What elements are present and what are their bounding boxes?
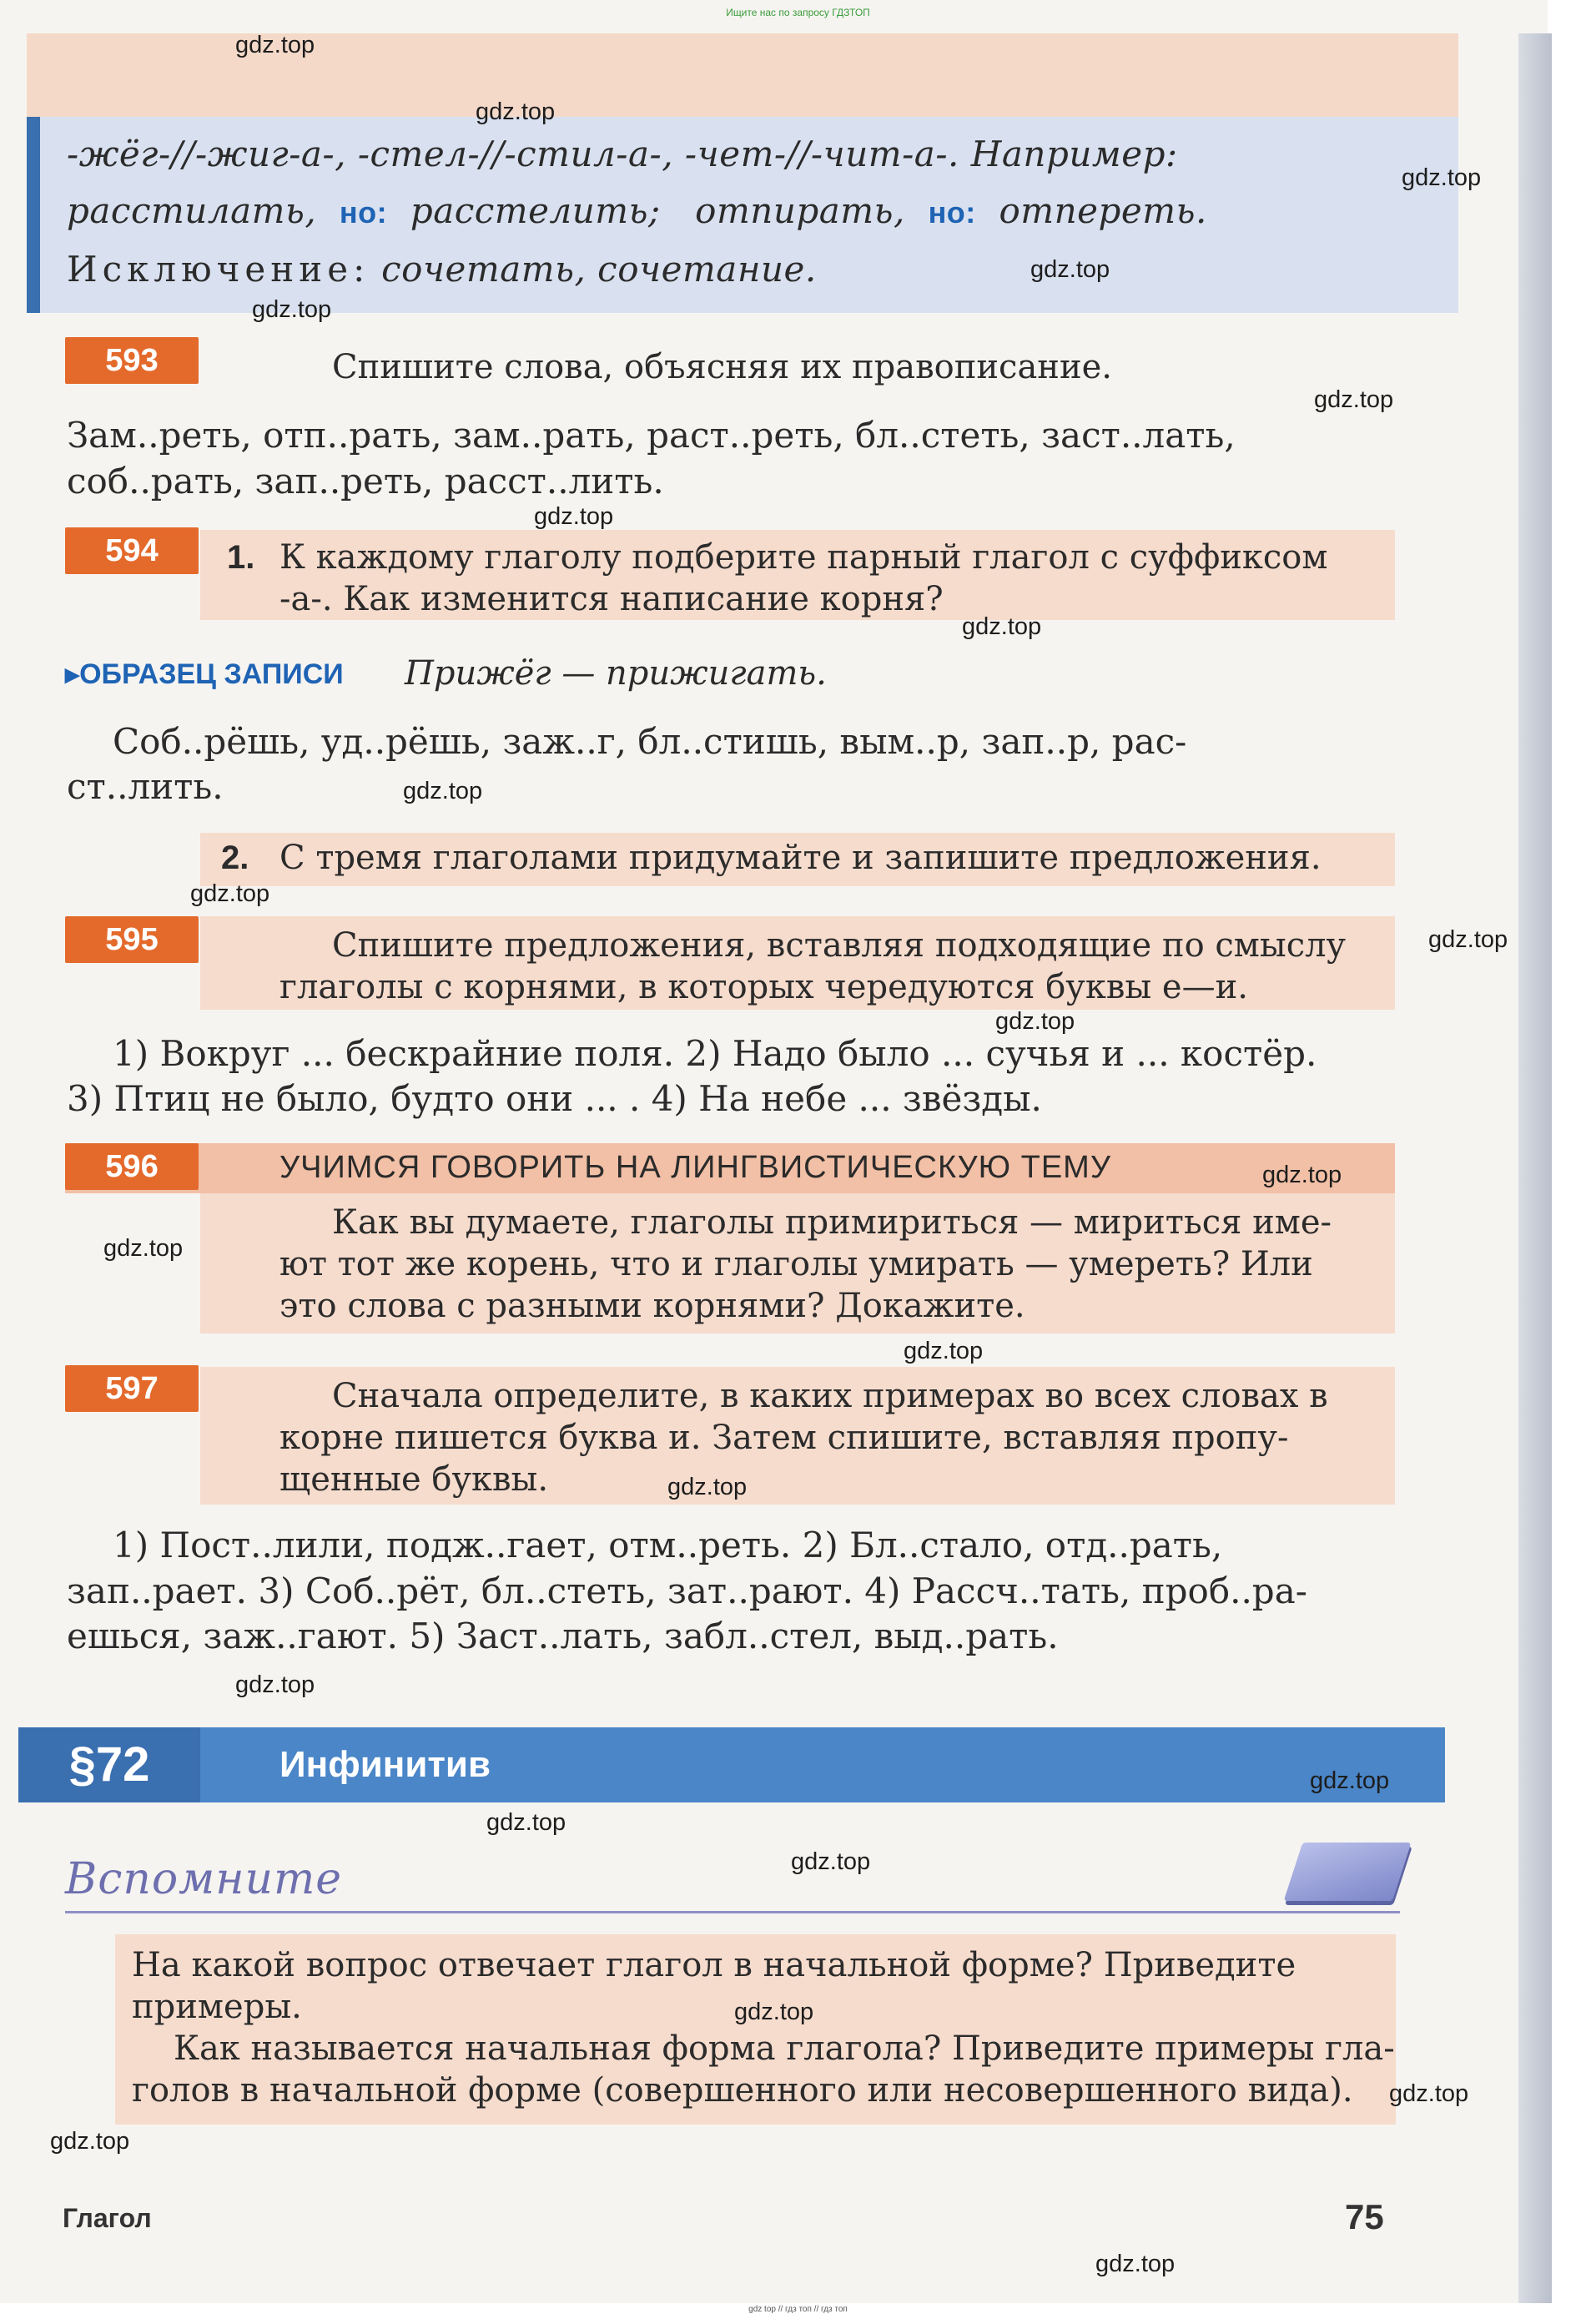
- remember-heading: Вспомните: [65, 1854, 343, 1904]
- watermark: gdz.top: [235, 1671, 315, 1698]
- paragraph-title: Инфинитив: [279, 1744, 491, 1785]
- watermark: gdz.top: [734, 1999, 814, 2025]
- watermark: gdz.top: [995, 1008, 1075, 1035]
- watermark: gdz.top: [486, 1809, 566, 1836]
- footer-section: Глагол: [63, 2203, 152, 2233]
- remember-q2-line-1: Как называется начальная форма глагола? Приведите примеры гла-: [174, 2029, 1395, 2068]
- exercise-596-line-2: ют тот же корень, что и глаголы умирать — умереть? Или: [279, 1245, 1313, 1283]
- watermark: gdz.top: [403, 778, 483, 804]
- triangle-right-icon: ▸: [65, 658, 80, 690]
- exercise-594-task-1-line-1: К каждому глаголу подберите парный глагол с суффиксом: [279, 538, 1328, 577]
- exercise-594-task-1-line-2: -а-. Как изменится написание корня?: [279, 580, 944, 618]
- rule-word-rasstilat: расстилать,: [67, 190, 317, 231]
- paragraph-number: §72: [18, 1727, 200, 1802]
- rule-but-2: но:: [928, 195, 976, 229]
- watermark: gdz.top: [1428, 926, 1508, 953]
- exercise-595-line-1: 1) Вокруг ... бескрайние поля. 2) Надо было ... сучья и ... костёр.: [113, 1033, 1317, 1074]
- rule-line-1: -жёг-//-жиг-а-, -стел-//-стил-а-, -чет-//-чит-а-. Например:: [67, 134, 1178, 174]
- exercise-595-task-line-1: Спишите предложения, вставляя подходящие по смыслу: [332, 926, 1347, 965]
- exercise-594-task-num-1: 1.: [227, 539, 255, 576]
- rule-word-otpirat: отпирать,: [695, 190, 905, 231]
- sample-text: Прижёг — прижигать.: [405, 654, 827, 693]
- watermark: gdz.top: [1402, 164, 1482, 191]
- exercise-594-number: 594: [65, 527, 199, 574]
- rule-but-1: но:: [339, 195, 388, 229]
- remember-q1-line-2: примеры.: [132, 1988, 302, 2026]
- watermark: gdz.top: [50, 2128, 130, 2155]
- page-number: 75: [1345, 2197, 1384, 2236]
- remember-q2-line-2: голов в начальной форме (совершенного или несовершенного вида).: [132, 2071, 1353, 2110]
- bottom-note: gdz top // гдз топ // гдз топ: [748, 2305, 848, 2314]
- exercise-597-line-1: 1) Пост..лили, подж..гает, отм..реть. 2) Бл..стало, отд..рать,: [113, 1525, 1223, 1565]
- watermark: gdz.top: [1314, 386, 1394, 413]
- exercise-596-number: 596: [65, 1143, 199, 1190]
- watermark: gdz.top: [252, 296, 332, 323]
- watermark: gdz.top: [1095, 2251, 1176, 2277]
- watermark: gdz.top: [791, 1848, 871, 1875]
- exercise-594-line-2: ст..лить.: [67, 766, 224, 807]
- watermark: gdz.top: [1389, 2080, 1469, 2107]
- watermark: gdz.top: [534, 503, 614, 530]
- exception-words: сочетать, сочетание.: [381, 249, 817, 290]
- top-note: Ищите нас по запросу ГДЗТОП: [726, 7, 870, 18]
- rule-word-rasstelit: расстелить;: [410, 190, 661, 231]
- exercise-597-task-line-3: щенные буквы.: [279, 1460, 549, 1499]
- exercise-594-line-1: Соб..рёшь, уд..рёшь, заж..г, бл..стишь, вым..р, зап..р, рас-: [113, 721, 1187, 762]
- remember-q1-line-1: На какой вопрос отвечает глагол в начальной форме? Приведите: [132, 1946, 1296, 1984]
- exercise-593-line-1: Зам..реть, отп..рать, зам..рать, раст..реть, бл..стеть, заст..лать,: [67, 415, 1236, 456]
- page-edge: [1518, 33, 1552, 2303]
- exercise-593-number: 593: [65, 337, 199, 384]
- exercise-595-task-line-2: глаголы с корнями, в которых чередуются буквы е—и.: [279, 968, 1248, 1006]
- exercise-597-task-line-2: корне пишется буква и. Затем спишите, вставляя пропу-: [279, 1419, 1289, 1457]
- watermark: gdz.top: [904, 1338, 984, 1364]
- remember-underline: [65, 1911, 1400, 1913]
- watermark: gdz.top: [667, 1474, 748, 1500]
- exercise-595-line-2: 3) Птиц не было, будто они ... . 4) На небе ... звёзды.: [67, 1078, 1042, 1119]
- exception-label: Исключение:: [67, 249, 370, 290]
- exercise-593-line-2: соб..рать, зап..реть, расст..лить.: [67, 461, 664, 502]
- watermark: gdz.top: [1262, 1162, 1342, 1188]
- rule-word-otperet: отпереть.: [999, 190, 1207, 231]
- watermark: gdz.top: [235, 32, 315, 58]
- watermark: gdz.top: [1310, 1767, 1390, 1794]
- watermark: gdz.top: [962, 613, 1042, 640]
- exercise-594-task-2: С тремя глаголами придумайте и запишите предложения.: [279, 839, 1322, 877]
- exercise-597-line-2: зап..рает. 3) Соб..рёт, бл..стеть, зат..рают. 4) Рассч..тать, проб..ра-: [67, 1570, 1307, 1611]
- watermark: gdz.top: [1030, 256, 1110, 283]
- exercise-594-task-num-2: 2.: [221, 839, 249, 876]
- exercise-596-heading: УЧИМСЯ ГОВОРИТЬ НА ЛИНГВИСТИЧЕСКУЮ ТЕМУ: [279, 1150, 1111, 1185]
- sample-label: ▸ОБРАЗЕЦ ЗАПИСИ: [65, 658, 344, 690]
- rule-line-3: [67, 249, 817, 290]
- watermark: gdz.top: [103, 1235, 184, 1262]
- exercise-596-line-3: это слова с разными корнями? Докажите.: [279, 1287, 1025, 1325]
- exercise-596-line-1: Как вы думаете, глаголы примириться — мириться име-: [332, 1203, 1332, 1242]
- exercise-597-task-line-1: Сначала определите, в каких примерах во всех словах в: [332, 1377, 1328, 1415]
- exercise-595-number: 595: [65, 916, 199, 963]
- book-icon: [1284, 1843, 1412, 1901]
- watermark: gdz.top: [190, 880, 270, 907]
- watermark: gdz.top: [476, 98, 556, 125]
- paragraph-header: [18, 1727, 1445, 1802]
- exercise-593-task: Спишите слова, объясняя их правописание.: [332, 348, 1112, 386]
- rule-line-2: [67, 190, 1207, 231]
- exercise-597-number: 597: [65, 1365, 199, 1412]
- exercise-597-line-3: ешься, заж..гают. 5) Заст..лать, забл..стел, выд..рать.: [67, 1616, 1059, 1656]
